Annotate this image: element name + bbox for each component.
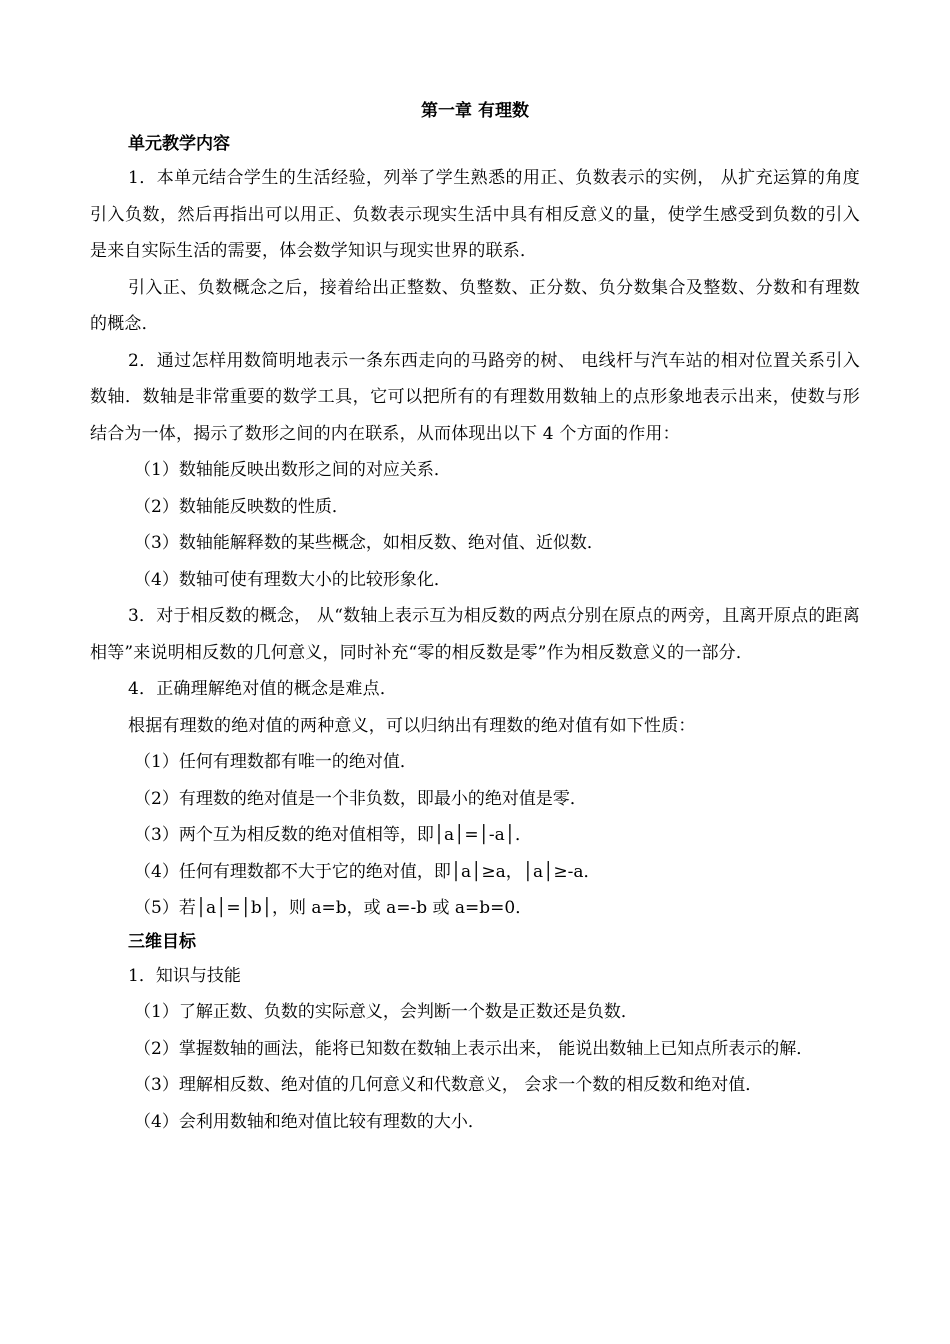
list-item: （1）了解正数、负数的实际意义，会判断一个数是正数还是负数． — [134, 1002, 638, 1022]
paragraph-6: 根据有理数的绝对值的两种意义，可以归纳出有理数的绝对值有如下性质： — [128, 715, 696, 736]
subheading-knowledge-skills: 1．知识与技能 — [128, 965, 241, 986]
list-item: （4）任何有理数都不大于它的绝对值，即│a│≥a，│a│≥-a． — [134, 861, 601, 882]
section-heading-objectives: 三维目标 — [128, 931, 196, 952]
list-item: （3）数轴能解释数的某些概念，如相反数、绝对值、近似数． — [134, 533, 604, 553]
paragraph-4: 3．对于相反数的概念， 从“数轴上表示互为相反数的两点分别在原点的两旁，且离开原点的距离相等”来说明相反数的几何意义，同时补充“零的相反数是零”作为相反数意义的一部分． — [90, 606, 860, 663]
paragraph-1: 1．本单元结合学生的生活经验，列举了学生熟悉的用正、负数表示的实例， 从扩充运算的角度引入负数，然后再指出可以用正、负数表示现实生活中具有相反意义的量，使学生感受到负数的引入是来自实际生活的需要，体会数学知识与现实世界的联系． — [90, 168, 860, 261]
list-item: （4）会利用数轴和绝对值比较有理数的大小． — [134, 1111, 485, 1132]
list-item: （2）掌握数轴的画法，能将已知数在数轴上表示出来， 能说出数轴上已知点所表示的解． — [134, 1038, 814, 1059]
paragraph-5: 4．正确理解绝对值的概念是难点． — [128, 679, 398, 699]
paragraph-2: 引入正、负数概念之后，接着给出正整数、负整数、正分数、负分数集合及整数、分数和有理数的概念． — [90, 277, 860, 334]
section-heading-content: 单元教学内容 — [128, 134, 230, 154]
list-item: （3）两个互为相反数的绝对值相等，即│a│=│-a│． — [134, 825, 533, 845]
list-item: （4）数轴可使有理数大小的比较形象化． — [134, 569, 451, 590]
list-item: （5）若│a│=│b│，则 a=b，或 a=-b 或 a=b=0． — [134, 898, 533, 918]
list-item: （3）理解相反数、绝对值的几何意义和代数意义， 会求一个数的相反数和绝对值． — [134, 1075, 763, 1095]
list-item: （2）有理数的绝对值是一个非负数，即最小的绝对值是零． — [134, 788, 587, 809]
list-item: （1）任何有理数都有唯一的绝对值． — [134, 752, 417, 772]
chapter-title: 第一章 有理数 — [421, 101, 529, 121]
paragraph-3: 2．通过怎样用数简明地表示一条东西走向的马路旁的树、 电线杆与汽车站的相对位置关系引入数轴．数轴是非常重要的数学工具，它可以把所有的有理数用数轴上的点形象地表示出来，使数与形结合为一体，揭示了数形之间的内在联系，从而体现出以下 4 个方面的作用： — [90, 350, 860, 444]
list-item: （1）数轴能反映出数形之间的对应关系． — [134, 460, 451, 480]
list-item: （2）数轴能反映数的性质． — [134, 496, 349, 517]
